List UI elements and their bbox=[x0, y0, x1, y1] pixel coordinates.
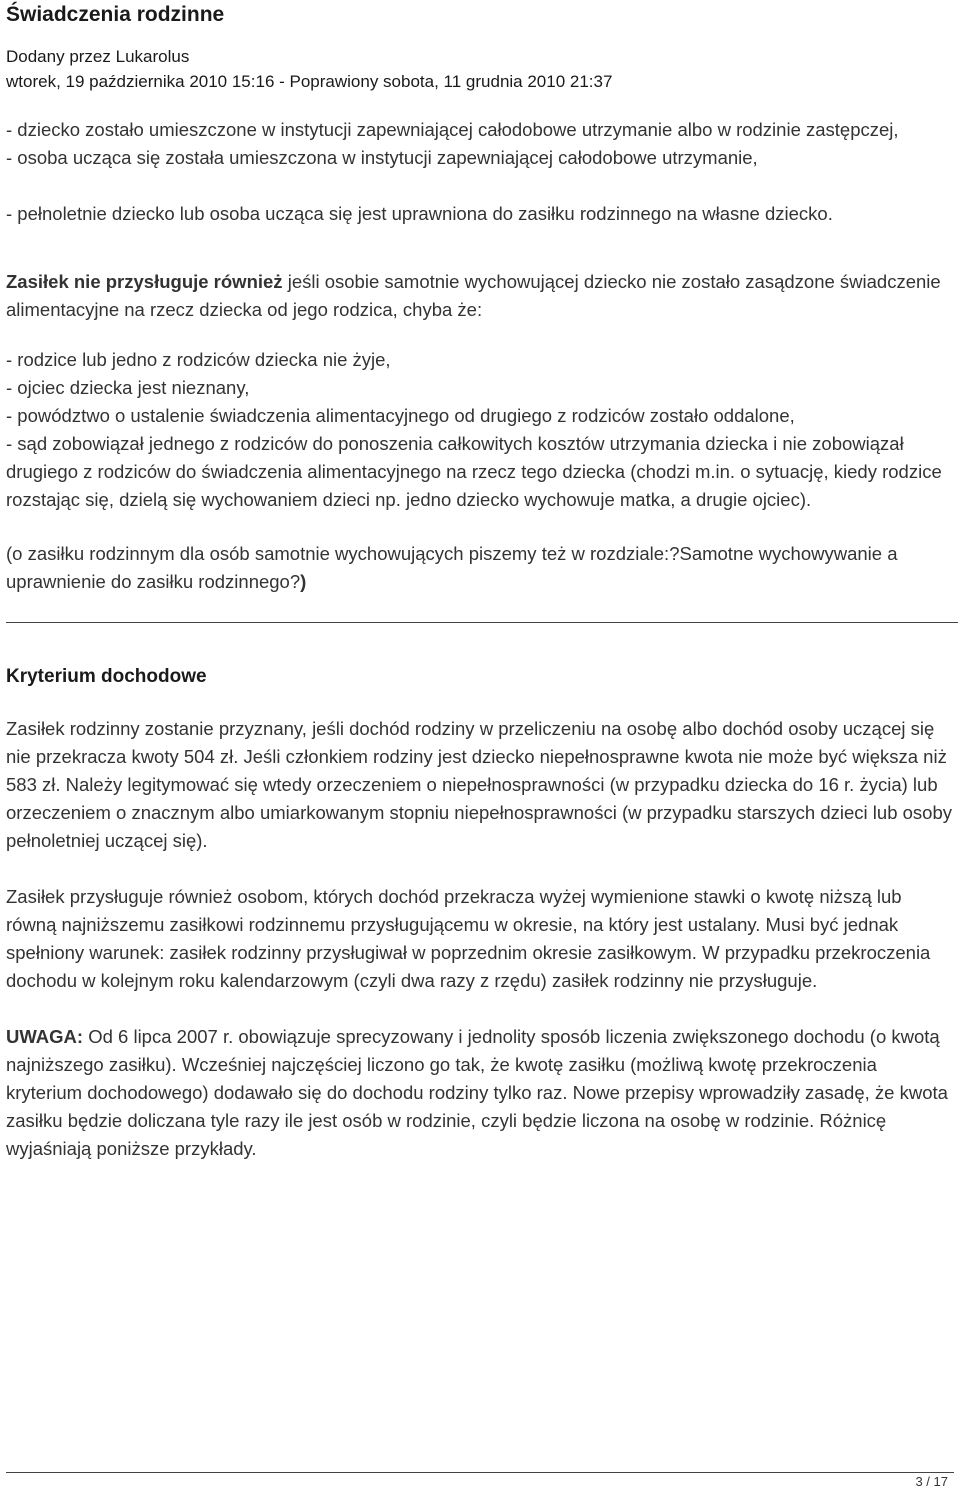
warning-text: Od 6 lipca 2007 r. obowiązuje sprecyzowany i jednolity sposób liczenia zwiększonego dochodu (o kwotą najniższego zasiłku). Wcześniej najczęściej liczono go tak, że kwotę zasiłku (możliwą kwotę przekroczenia kryterium dochodowego) dodawało się do dochodu rodziny tylko raz. Nowe przepisy wprowadziły zasadę, że kwota zasiłku będzie doliczana tyle razy ile jest osób w rodzinie, czyli będzie liczona na osobę w rodzinie. Różnicę wyjaśniają poniższe przykłady. bbox=[6, 1026, 948, 1159]
paragraph-exclusion bbox=[6, 268, 956, 324]
list2-item-3: - powództwo o ustalenie świadczenia alimentacyjnego od drugiego z rodziców zostało oddalone, bbox=[6, 405, 795, 426]
note-paragraph bbox=[6, 540, 956, 596]
article-body bbox=[6, 116, 956, 1163]
page-number: 3 / 17 bbox=[915, 1474, 948, 1489]
list1-item-3: - pełnoletnie dziecko lub osoba ucząca się jest uprawniona do zasiłku rodzinnego na własne dziecko. bbox=[6, 203, 833, 224]
paragraph-income-excess: Zasiłek przysługuje również osobom, których dochód przekracza wyżej wymienione stawki o kwotę niższą lub równą najniższemu zasiłkowi rodzinnemu przysługującemu w okresie, na który jest ustalany. Musi być jednak spełniony warunek: zasiłek rodzinny przysługiwał w poprzednim okresie zasiłkowym. W przypadku przekroczenia dochodu w kolejnym roku kalendarzowym (czyli dwa razy z rzędu) zasiłek rodzinny nie przysługuje. bbox=[6, 886, 931, 991]
paragraph-income-criterion: Zasiłek rodzinny zostanie przyznany, jeśli dochód rodziny w przeliczeniu na osobę albo dochód osoby uczącej się nie przekracza kwoty 504 zł. Jeśli członkiem rodziny jest dziecko niepełnosprawne kwota nie może być większa niż 583 zł. Należy legitymować się wtedy orzeczeniem o niepełnosprawności (w przypadku dziecka do 16 r. życia) lub orzeczeniem o znacznym albo umiarkowanym stopniu niepełnosprawności (w przypadku starszych dzieci lub osoby pełnoletniej uczącej się). bbox=[6, 718, 952, 851]
document-header bbox=[0, 0, 960, 100]
section-title: Kryterium dochodowe bbox=[6, 666, 207, 687]
list2-item-4: - sąd zobowiązał jednego z rodziców do ponoszenia całkowitych kosztów utrzymania dziecka i nie zobowiązał drugiego z rodziców do świadczenia alimentacyjnego na rzecz tego dziecka (chodzi m.in. o sytuację, kiedy rodzice rozstając się, dzielą się wychowaniem dzieci np. jedno dziecko wychowuje matka, a drugie ojciec). bbox=[6, 433, 942, 510]
page-title: Świadczenia rodzinne bbox=[6, 3, 225, 26]
paragraph-exclusion-bold: Zasiłek nie przysługuje również bbox=[6, 271, 283, 292]
note-close: ) bbox=[300, 571, 307, 592]
list1-item-2: - osoba ucząca się została umieszczona w instytucji zapewniającej całodobowe utrzymanie, bbox=[6, 147, 758, 168]
footer-divider bbox=[6, 1472, 954, 1473]
list2-item-2: - ojciec dziecka jest nieznany, bbox=[6, 377, 250, 398]
date-line: wtorek, 19 października 2010 15:16 - Poprawiony sobota, 11 grudnia 2010 21:37 bbox=[6, 72, 613, 91]
list2-item-1: - rodzice lub jedno z rodziców dziecka nie żyje, bbox=[6, 349, 391, 370]
note-text: (o zasiłku rodzinnym dla osób samotnie wychowujących piszemy też w rozdziale:?Samotne wychowywanie a uprawnienie do zasiłku rodzinnego? bbox=[6, 543, 898, 592]
list1-item-1: - dziecko zostało umieszczone w instytucji zapewniającej całodobowe utrzymanie albo w rodzinie zastępczej, bbox=[6, 119, 899, 140]
warning-label: UWAGA: bbox=[6, 1026, 84, 1047]
paragraph-exclusion-text: jeśli osobie samotnie wychowującej dziecko nie zostało zasądzone świadczenie alimentacyjne na rzecz dziecka od jego rodzica, chyba że: bbox=[6, 271, 941, 320]
paragraph-warning bbox=[6, 1023, 956, 1163]
author-line: Dodany przez Lukarolus bbox=[6, 47, 190, 66]
